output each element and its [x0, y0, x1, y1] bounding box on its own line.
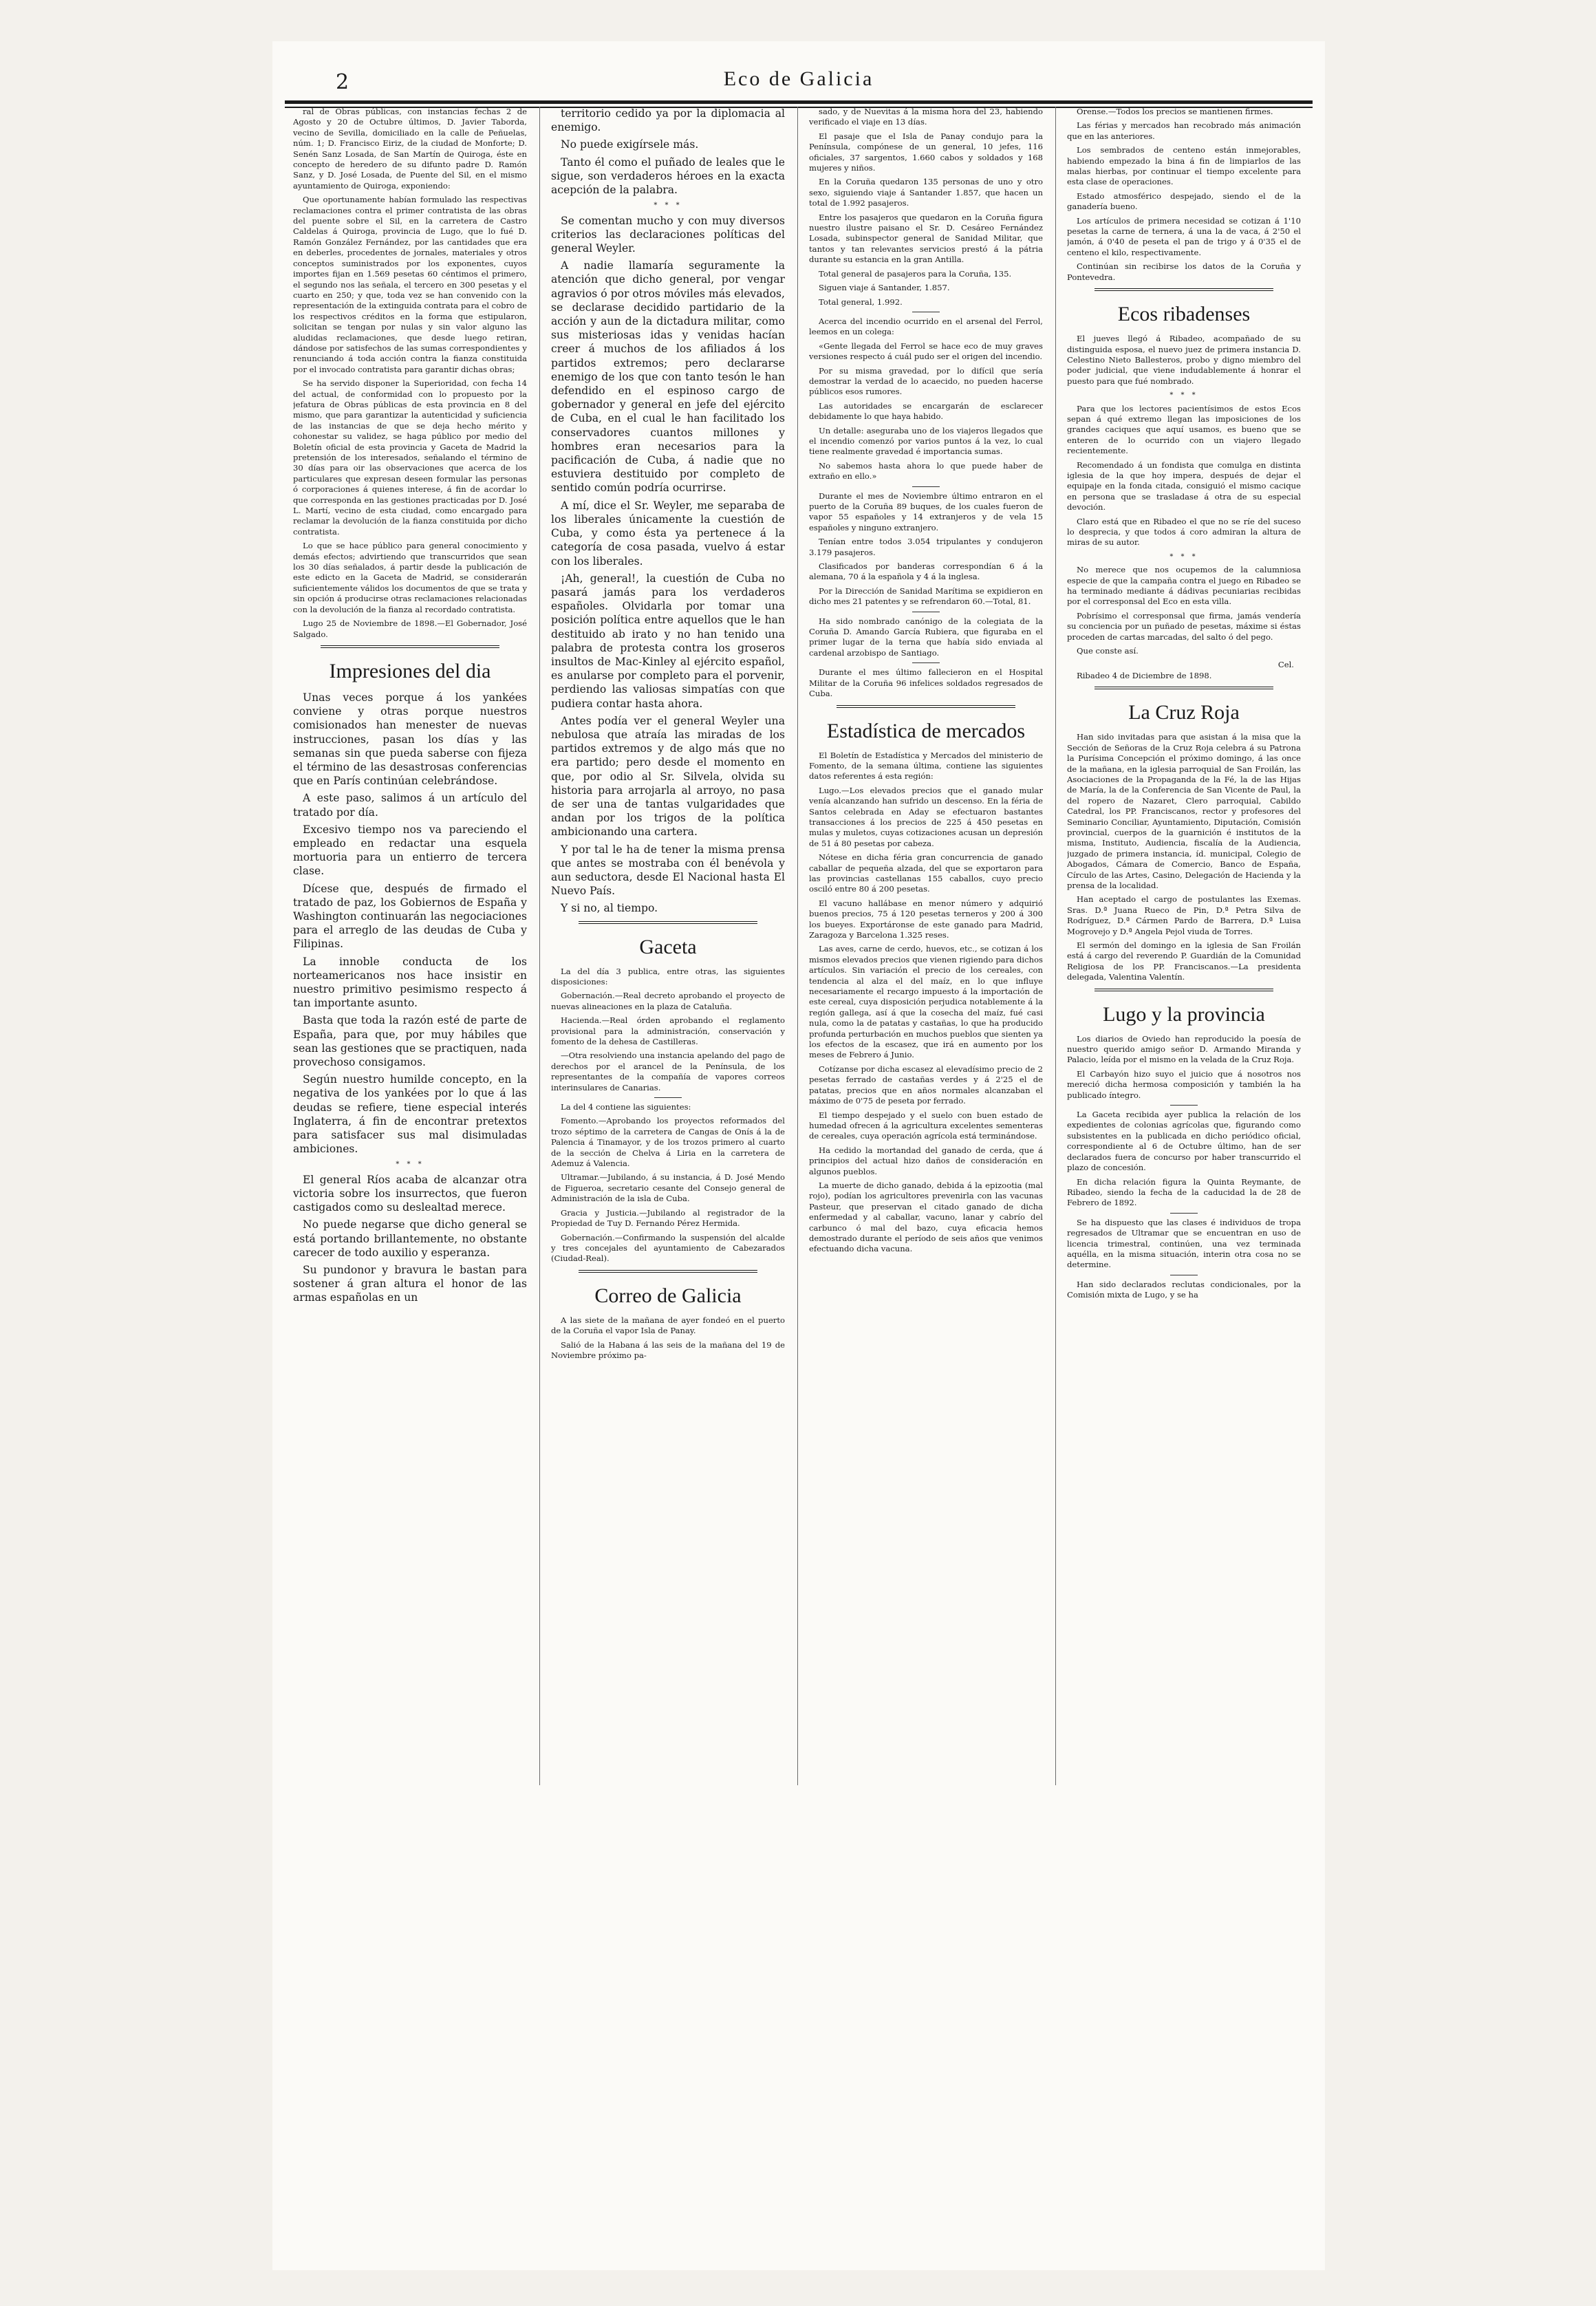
column-1 [293, 107, 527, 1792]
asterism-ornament: * * * [654, 202, 682, 210]
paragraph: Las autoridades se encargarán de esclarecer debidamente lo que haya habido. [809, 400, 1043, 422]
page-header [272, 55, 1325, 96]
paragraph: Nótese en dicha féria gran concurrencia de ganado caballar de pequeña alzada, del que se exportaron para las provincias castellanas 155 caballos, cuyo precio osciló entre 80 á 200 pesetas. [809, 852, 1043, 894]
paragraph: Durante el mes de Noviembre último entraron en el puerto de la Coruña 89 buques, de los cuales fueron de vapor 55 españoles y 14 extranjeros y de vela 15 españoles y ninguno extranjero. [809, 491, 1043, 532]
short-rule [1170, 1213, 1198, 1214]
paragraph: Se comentan mucho y con muy diversos criterios las declaraciones políticas del general Weyler. [551, 214, 785, 255]
paragraph: La muerte de dicho ganado, debida á la epizootia (mal rojo), podían los agricultores prevenirla con las vacunas Pasteur, que preservan el citado ganado de dicha enfermedad y al caballar, vacuno, lanar y cabrío del carbunco ó mal del bazo, cuya eficacia hemos demostrado durante el período de seis años que venimos efectuando dicha vacuna. [809, 1180, 1043, 1254]
paragraph: ¡Ah, general!, la cuestión de Cuba no pasará jamás para los verdaderos españoles. Olvidarla por tomar una posición política entre aquellos que le han destituido ab irato y no han tenido una palabra de protesta contra los groseros insultos de Mac-Kinley al ejército español, es anularse por completo para el porvenir, perdiendo las valiosas simpatías con que pudiera contar hasta ahora. [551, 572, 785, 710]
paragraph: A las siete de la mañana de ayer fondeó en el puerto de la Coruña el vapor Isla de Panay. [551, 1315, 785, 1336]
paragraph: Siguen viaje á Santander, 1.857. [819, 283, 950, 293]
paragraph: Los diarios de Oviedo han reproducido la poesía de nuestro querido amigo señor D. Armando Miranda y Palacio, leída por el mismo en la velada de la Cruz Roja. [1067, 1033, 1301, 1065]
paragraph: Hacienda.—Real órden aprobando el reglamento provisional para la administración, conservación y fomento de la dehesa de Castilleras. [551, 1015, 785, 1047]
paragraph: El sermón del domingo en la iglesia de San Froilán está á cargo del reverendo P. Guardián de la Comunidad Religiosa de los PP. Franciscanos.—La presidenta delegada, Valentina Valentín. [1067, 940, 1301, 982]
paragraph: No merece que nos ocupemos de la calumniosa especie de que la campaña contra el juego en Ribadeo se ha terminado mediante á dádivas pecuniarias recibidas por el corresponsal del Eco en esta villa. [1067, 565, 1301, 607]
paragraph: Orense.—Todos los precios se mantienen firmes. [1077, 107, 1273, 116]
paragraph: Ha sido nombrado canónigo de la colegiata de la Coruña D. Amando García Rubiera, que figuraba en el primer lugar de la terna que había sido enviada al cardenal arzobispo de Santiago. [809, 616, 1043, 658]
paragraph: El tiempo despejado y el suelo con buen estado de humedad ofrecen á la agricultura excelentes sementeras de cereales, cuya operación agrícola está terminándose. [809, 1110, 1043, 1141]
paragraph: Lo que se hace público para general conocimiento y demás efectos; advirtiendo que transcurridos que sean los 30 días señalados, á partir desde la publicación de este edicto en la Gaceta de Madrid, se considerarán suficientemente válidos los documentos de que se trata y sin opción á producirse otras reclamaciones relacionadas con la devolución de la fianza al recordado contratista. [293, 541, 527, 614]
paragraph: Tanto él como el puñado de leales que le sigue, son verdaderos héroes en la exacta acepción de la palabra. [551, 155, 785, 197]
paragraph: Pobrísimo el corresponsal que firma, jamás vendería su conciencia por un puñado de pesetas, máxime si éstas proceden de cartas marcadas, del salto ó del pego. [1067, 610, 1301, 642]
section-divider [321, 645, 499, 648]
paragraph: En dicha relación figura la Quinta Reymante, de Ribadeo, siendo la fecha de la caducidad la de 28 de Febrero de 1892. [1067, 1176, 1301, 1208]
paragraph: Estado atmosférico despejado, siendo el de la ganadería bueno. [1067, 191, 1301, 212]
paragraph: El Carbayón hizo suyo el juicio que á nosotros nos mereció dicha hermosa composición y también la ha publicado íntegro. [1067, 1068, 1301, 1100]
paragraph: La innoble conducta de los norteamericanos nos hace insistir en nuestro primitivo pesimismo respecto á tan importante asunto. [293, 955, 527, 1010]
paragraph: Se ha dispuesto que las clases é individuos de tropa regresados de Ultramar que se encuentran en uso de licencia trimestral, continúen, una vez terminada aquélla, en la misma situación, interin otra cosa no se determine. [1067, 1217, 1301, 1270]
column-separator [797, 107, 798, 1785]
asterism-ornament: * * * [396, 1161, 424, 1169]
header-rule-thick [285, 100, 1313, 104]
short-rule [912, 486, 940, 487]
paragraph: Por su misma gravedad, por lo difícil que sería demostrar la verdad de lo acaecido, no pueden hacerse públicos esos rumores. [809, 365, 1043, 397]
paragraph: A nadie llamaría seguramente la atención que dicho general, por vengar agravios ó por otros móviles más elevados, se declarase decidido partidario de la acción y aun de la dictadura militar, como sus misteriosas idas y venidas hacían creer á muchos de los afiliados á los partidos extremos; pero declararse enemigo de los que con tanto tesón le han defendido en el espinoso cargo de gobernador y general en jefe del ejército de Cuba, en el cual le han facilitado los conservadores cuantos millones y hombres eran necesarios para la pacificación de Cuba, á nadie que no estuviera destituido por completo de sentido común podría ocurrirse. [551, 259, 785, 495]
section-title-ecos: Ecos ribadenses [1117, 303, 1251, 326]
asterism-ornament: * * * [1169, 552, 1198, 561]
paragraph: Las férias y mercados han recobrado más animación que en las anteriores. [1067, 120, 1301, 141]
masthead-title: Eco de Galicia [723, 67, 874, 90]
paragraph: Basta que toda la razón esté de parte de España, para que, por muy hábiles que sean las gestiones que se practiquen, nada provechoso consigamos. [293, 1014, 527, 1068]
paragraph: Clasificados por banderas correspondían 6 á la alemana, 70 á la española y 4 á la inglesa. [809, 561, 1043, 582]
asterism-ornament: * * * [1169, 391, 1198, 400]
paragraph: Fomento.—Aprobando los proyectos reformados del trozo séptimo de la carretera de Cangas de Onís á la de Palencia á Tinamayor, y de los trozos primero al cuarto de la sección de Chelva á Liria en la carretera de Ademuz á Valencia. [551, 1116, 785, 1169]
author-initials: Cel. [1277, 660, 1294, 670]
paragraph: La del día 3 publica, entre otras, las siguientes disposiciones: [551, 966, 785, 987]
paragraph: Cotízanse por dicha escasez al elevadísimo precio de 2 pesetas ferrado de castañas verdes y á 2'25 el de patatas, precios que en años normales alcanzaban el máximo de 0'75 de peseta por ferrado. [809, 1064, 1043, 1106]
paragraph: Se ha servido disponer la Superioridad, con fecha 14 del actual, de conformidad con lo propuesto por la jefatura de Obras públicas de esta provincia en 8 del mismo, que para garantizar la autenticidad y suficiencia de las instancias de que se deja hecho mérito y cohonestar su validez, se haga público por medio del Boletín oficial de esta provincia y Gaceta de Madrid la pretensión de los interesados, señalando el término de 30 días para oir las observaciones que acerca de los particulares que expresan deseen formular las personas ó corporaciones á quienes interese, á fin de acordar lo que corresponda en las gestiones practicadas por D. José L. Martí, vecino de esta ciudad, como encargado para reclamar la devolución de la fianza constituida por dicho contratista. [293, 378, 527, 537]
paragraph: Gracia y Justicia.—Jubilando al registrador de la Propiedad de Tuy D. Fernando Pérez Hermida. [551, 1207, 785, 1229]
paragraph: Por la Dirección de Sanidad Marítima se expidieron en dicho mes 21 patentes y se refrendaron 60.—Total, 81. [809, 585, 1043, 607]
section-title-cruz-roja: La Cruz Roja [1128, 701, 1240, 724]
paragraph: Su pundonor y bravura le bastan para sostener á gran altura el honor de las armas españolas en un [293, 1264, 527, 1304]
column-4 [1067, 107, 1301, 1792]
paragraph: Un detalle: aseguraba uno de los viajeros llegados que el incendio comenzó por varios puntos á la vez, lo cual tiene realmente gravedad é importancia sumas. [809, 425, 1043, 457]
paragraph: Continúan sin recibirse los datos de la Coruña y Pontevedra. [1067, 261, 1301, 282]
section-title-estadistica: Estadística de mercados [826, 719, 1026, 742]
section-divider [1094, 288, 1273, 291]
paragraph: A este paso, salimos á un artículo del tratado por día. [293, 792, 527, 819]
short-rule [654, 1097, 682, 1098]
paragraph: Excesivo tiempo nos va pareciendo el empleado en redactar una esquela mortuoria para un entierro de tercera clase. [293, 823, 527, 878]
paragraph: Ultramar.—Jubilando, á su instancia, á D. José Mendo de Figueroa, secretario cesante del Consejo general de Administración de la isla de Cuba. [551, 1172, 785, 1204]
paragraph: Según nuestro humilde concepto, en la negativa de los yankées por lo que á las deudas se refiere, tiene especial interés Inglaterra, á fin de encontrar pretextos para satisfacer sus mal disimuladas ambiciones. [293, 1073, 527, 1156]
paragraph: ral de Obras públicas, con instancias fechas 2 de Agosto y 20 de Octubre últimos, D. Javier Taborda, vecino de Sevilla, domiciliado en la calle de Peñuelas, núm. 1; D. Francisco Eiriz, de la ciudad de Monforte; D. Senén Sanz Losada, de San Martín de Quiroga, éste en concepto de heredero de su difunto padre D. Ramón Sanz, y D. José Losada, de Puente del Sil, en el mismo ayuntamiento de Quiroga, exponiendo: [293, 107, 527, 191]
paragraph: Que conste así. [1077, 646, 1139, 656]
paragraph: Y por tal le ha de tener la misma prensa que antes se mostraba con él benévola y aun seductora, desde El Nacional hasta El Nuevo País. [551, 843, 785, 898]
paragraph: Para que los lectores pacientísimos de estos Ecos sepan á qué extremo llegan las imposiciones de los grandes caciques que aquí usamos, es bueno que se enteren de lo ocurrido con un viajero llegado recientemente. [1067, 403, 1301, 456]
paragraph: Los artículos de primera necesidad se cotizan á 1'10 pesetas la carne de ternera, á una la de vaca, á 2'50 el jamón, á 0'40 de peseta el pan de trigo y á 0'35 el de centeno el kilo, respectivamente. [1067, 215, 1301, 257]
paragraph: Ha cedido la mortandad del ganado de cerda, que á principios del actual hizo daños de consideración en algunos pueblos. [809, 1145, 1043, 1176]
paragraph: Que oportunamente habían formulado las respectivas reclamaciones contra el primer contratista de las obras del puente sobre el Sil, en la carretera de Castro Caldelas á Quiroga, provincia de Lugo, que lo fué D. Ramón González Fernández, por las cantidades que era en deberles, procedentes de jornales, materiales y otros conceptos suministrados por los exponentes, cuyos importes fijan en 1.569 pesetas 60 céntimos el primero, el segundo nos las señala, el tercero en 300 pesetas y el cuarto en 250; y que, toda vez se han convenido con la representación de la extinguida contrata para el cobro de los respectivos créditos en la forma que estipularon, solicitan se tengan por nulas y sin valor alguno las aludidas reclamaciones, que desde luego retiran, dándose por satisfechos de las sumas correspondientes y renunciando á toda acción contra la fianza constituida por el invocado contratista para garantir dichas obras; [293, 195, 527, 374]
section-title-correo: Correo de Galicia [594, 1284, 742, 1307]
paragraph: El pasaje que el Isla de Panay condujo para la Península, compónese de un general, 10 jefes, 116 oficiales, 37 sargentos, 1.660 cabos y soldados y 168 mujeres y niños. [809, 131, 1043, 173]
paragraph: En la Coruña quedaron 135 personas de uno y otro sexo, siguiendo viaje á Santander 1.857, que hacen un total de 1.992 pasajeros. [809, 177, 1043, 208]
paragraph: —Otra resolviendo una instancia apelando del pago de derechos por el arancel de la Península, de los representantes de la compañía de vapores correos interinsulares de Canarias. [551, 1050, 785, 1092]
signature-line: Lugo 25 de Noviembre de 1898.—El Gobernador, José Salgado. [293, 618, 527, 639]
column-3 [809, 107, 1043, 1792]
newspaper-page [272, 41, 1325, 2270]
dateline: Ribadeo 4 de Diciembre de 1898. [1077, 670, 1212, 680]
paragraph: sado, y de Nuevitas á la misma hora del 23, habiendo verificado el viaje en 13 días. [809, 107, 1043, 127]
paragraph: Gobernación.—Real decreto aprobando el proyecto de nuevas alineaciones en la plaza de Cataluña. [551, 991, 785, 1011]
paragraph: El vacuno hallábase en menor número y adquirió buenos precios, 75 á 120 pesetas terneros y 200 á 300 los bueyes. Exportáronse de este ganado para Madrid, Zaragoza y Barcelona 1.325 reses. [809, 898, 1043, 940]
paragraph: No sabemos hasta ahora lo que puede haber de extraño en ello.» [809, 460, 1043, 482]
section-title-impresiones: Impresiones del dia [329, 659, 491, 682]
paragraph: Dícese que, después de firmado el tratado de paz, los Gobiernos de España y Washington continuarán las negociaciones para el arreglo de las deudas de Cuba y Filipinas. [293, 882, 527, 951]
edict-continuation [293, 107, 527, 640]
column-separator [1055, 107, 1056, 1785]
paragraph: «Gente llegada del Ferrol se hace eco de muy graves versiones respecto á cuál pudo ser el origen del incendio. [809, 341, 1043, 362]
paragraph: Recomendado á un fondista que comulga en distinta iglesia de la que hoy impera, después de dejar el equipaje en la fonda citada, consiguió el mismo cacique en persona que se trasladase á otra de su especial devoción. [1067, 460, 1301, 513]
paragraph: Claro está que en Ribadeo el que no se ríe del suceso lo desprecia, y que todos á coro admiran la altura de miras de su autor. [1067, 516, 1301, 548]
paragraph: El general Ríos acaba de alcanzar otra victoria sobre los insurrectos, que fueron castigados como su deslealtad merece. [293, 1173, 527, 1214]
paragraph: Entre los pasajeros que quedaron en la Coruña figura nuestro ilustre paisano el Sr. D. Cesáreo Fernández Losada, subinspector general de Sanidad Militar, que tantos y tan relevantes servicios prestó á la pátria durante su estancia en la gran Antilla. [809, 212, 1043, 265]
section-divider [837, 705, 1015, 708]
paragraph: Acerca del incendio ocurrido en el arsenal del Ferrol, leemos en un colega: [809, 316, 1043, 337]
paragraph: Total general de pasajeros para la Coruña, 135. [819, 268, 1012, 279]
paragraph: Los sembrados de centeno están inmejorables, habiendo empezado la bina á fin de limpiarlos de las malas hierbas, por continuar el tiempo excelente para esta clase de operaciones. [1067, 145, 1301, 187]
paragraph: Las aves, carne de cerdo, huevos, etc., se cotizan á los mismos elevados precios que vienen rigiendo para dichos artículos. Sin variación el precio de los cereales, con tendencia al alza el del maíz, en lo que influye necesariamente el recargo impuesto á la importación de este cereal, cuya disposición perjudica notablemente á la región gallega, así á que la cosecha del maíz, fué casi nula, como la de patatas y castañas, lo que ha producido profunda perturbación en muchos pueblos que sienten ya los efectos de la escasez, que irá en aumento por los meses de Febrero á Junio. [809, 944, 1043, 1060]
paragraph: Han sido declarados reclutas condicionales, por la Comisión mixta de Lugo, y se ha [1067, 1279, 1301, 1300]
paragraph: Gobernación.—Confirmando la suspensión del alcalde y tres concejales del ayuntamiento de Cabezarados (Ciudad-Real). [551, 1232, 785, 1264]
paragraph: El jueves llegó á Ribadeo, acompañado de su distinguida esposa, el nuevo juez de primera instancia D. Celestino Nieto Ballesteros, probo y digno miembro del poder judicial, que viene indudablemente á honrar el puesto para que fué nombrado. [1067, 334, 1301, 386]
section-title-lugo: Lugo y la provincia [1103, 1002, 1265, 1026]
paragraph: Tenían entre todos 3.054 tripulantes y condujeron 3.179 pasajeros. [809, 537, 1043, 557]
short-rule [912, 662, 940, 663]
paragraph: Antes podía ver el general Weyler una nebulosa que atraía las miradas de los partidos extremos y de algo más que no era partido; pero desde el momento en que, por odio al Sr. Silvela, olvida su historia para arrojarla al arroyo, no pasa de ser una de tantas vulgaridades que andan por los trigos de la política ambicionando una cartera. [551, 714, 785, 839]
paragraph: No puede negarse que dicho general se está portando brillantemente, no obstante carecer de todo auxilio y esperanza. [293, 1218, 527, 1259]
section-divider [579, 921, 757, 924]
paragraph: Total general, 1.992. [819, 297, 903, 307]
paragraph: territorio cedido ya por la diplomacia al enemigo. [551, 107, 785, 134]
paragraph: Lugo.—Los elevados precios que el ganado mular venía alcanzando han sufrido un descenso. En la féria de Santos celebrada en Aday se efectuaron bastantes transacciones á los precios de 225 á 450 pesetas en mulas y muletos, cuyas cotizaciones acusan un depresión de 51 á 80 pesetas por cabeza. [809, 785, 1043, 848]
paragraph: Unas veces porque á los yankées conviene y otras porque nuestros comisionados han menester de nuevas instrucciones, pasan los días y las semanas sin que pueda saberse con fijeza el término de las desastrosas conferencias que en París continúan celebrándose. [293, 691, 527, 788]
column-separator [539, 107, 540, 1785]
section-divider [1094, 687, 1273, 689]
paragraph: Salió de la Habana á las seis de la mañana del 19 de Noviembre próximo pa- [551, 1339, 785, 1360]
paragraph: Durante el mes último fallecieron en el Hospital Militar de la Coruña 96 infelices soldados regresados de Cuba. [809, 667, 1043, 699]
paragraph: La del 4 contiene las siguientes: [561, 1102, 691, 1112]
paragraph: Y si no, al tiempo. [561, 902, 658, 915]
section-divider [579, 1270, 757, 1273]
paragraph: No puede exigírsele más. [561, 138, 699, 151]
section-divider [1094, 989, 1273, 991]
column-2 [551, 107, 785, 1792]
paragraph: A mí, dice el Sr. Weyler, me separaba de los liberales únicamente la cuestión de Cuba, y como ésta ya pertenece á la categoría de cosa pasada, vuelvo á estar con los liberales. [551, 499, 785, 568]
short-rule [1170, 1105, 1198, 1106]
paragraph: El Boletín de Estadística y Mercados del ministerio de Fomento, de la semana última, contiene las siguientes datos referentes á esta región: [809, 750, 1043, 782]
paragraph: Han aceptado el cargo de postulantes las Exemas. Sras. D.ª Juana Rueco de Pin, D.ª Petra Silva de Rodríguez, D.ª Cármen Pardo de Barrera, D.ª Luisa Mogrovejo y D.ª Angela Pejol viuda de Torres. [1067, 894, 1301, 936]
paragraph: Han sido invitadas para que asistan á la misa que la Sección de Señoras de la Cruz Roja celebra á su Patrona la Purísima Concepción el próximo domingo, á las once de la mañana, en la iglesia parroquial de San Froilán, las Asociaciones de la Propaganda de la Fé, la de las Hijas de María, la de la Conferencia de San Vicente de Paul, la del ropero de Nazaret, Clero parroquial, Cabildo Catedral, los PP. Franciscanos, rector y profesores del Seminario Conciliar, Ayuntamiento, Diputación, Comisión provincial, cuerpos de la guarnición é institutos de la misma, Instituto, Audiencia, fiscalía de la Audiencia, juzgado de primera instancia, íd. municipal, Colegio de Abogados, Cámara de Comercio, Banco de España, Círculo de las Artes, Casino, Delegación de Hacienda y la prensa de la localidad. [1067, 732, 1301, 890]
paragraph: La Gaceta recibida ayer publica la relación de los expedientes de colonias agrícolas que, figurando como subsistentes en la publicada en dicho periódico oficial, correspondiente al 6 de Octubre último, han de ser declarados fuera de concurso por haber transcurrido el plazo de concesión. [1067, 1110, 1301, 1173]
section-title-gaceta: Gaceta [639, 935, 697, 958]
page-number: 2 [336, 70, 349, 94]
